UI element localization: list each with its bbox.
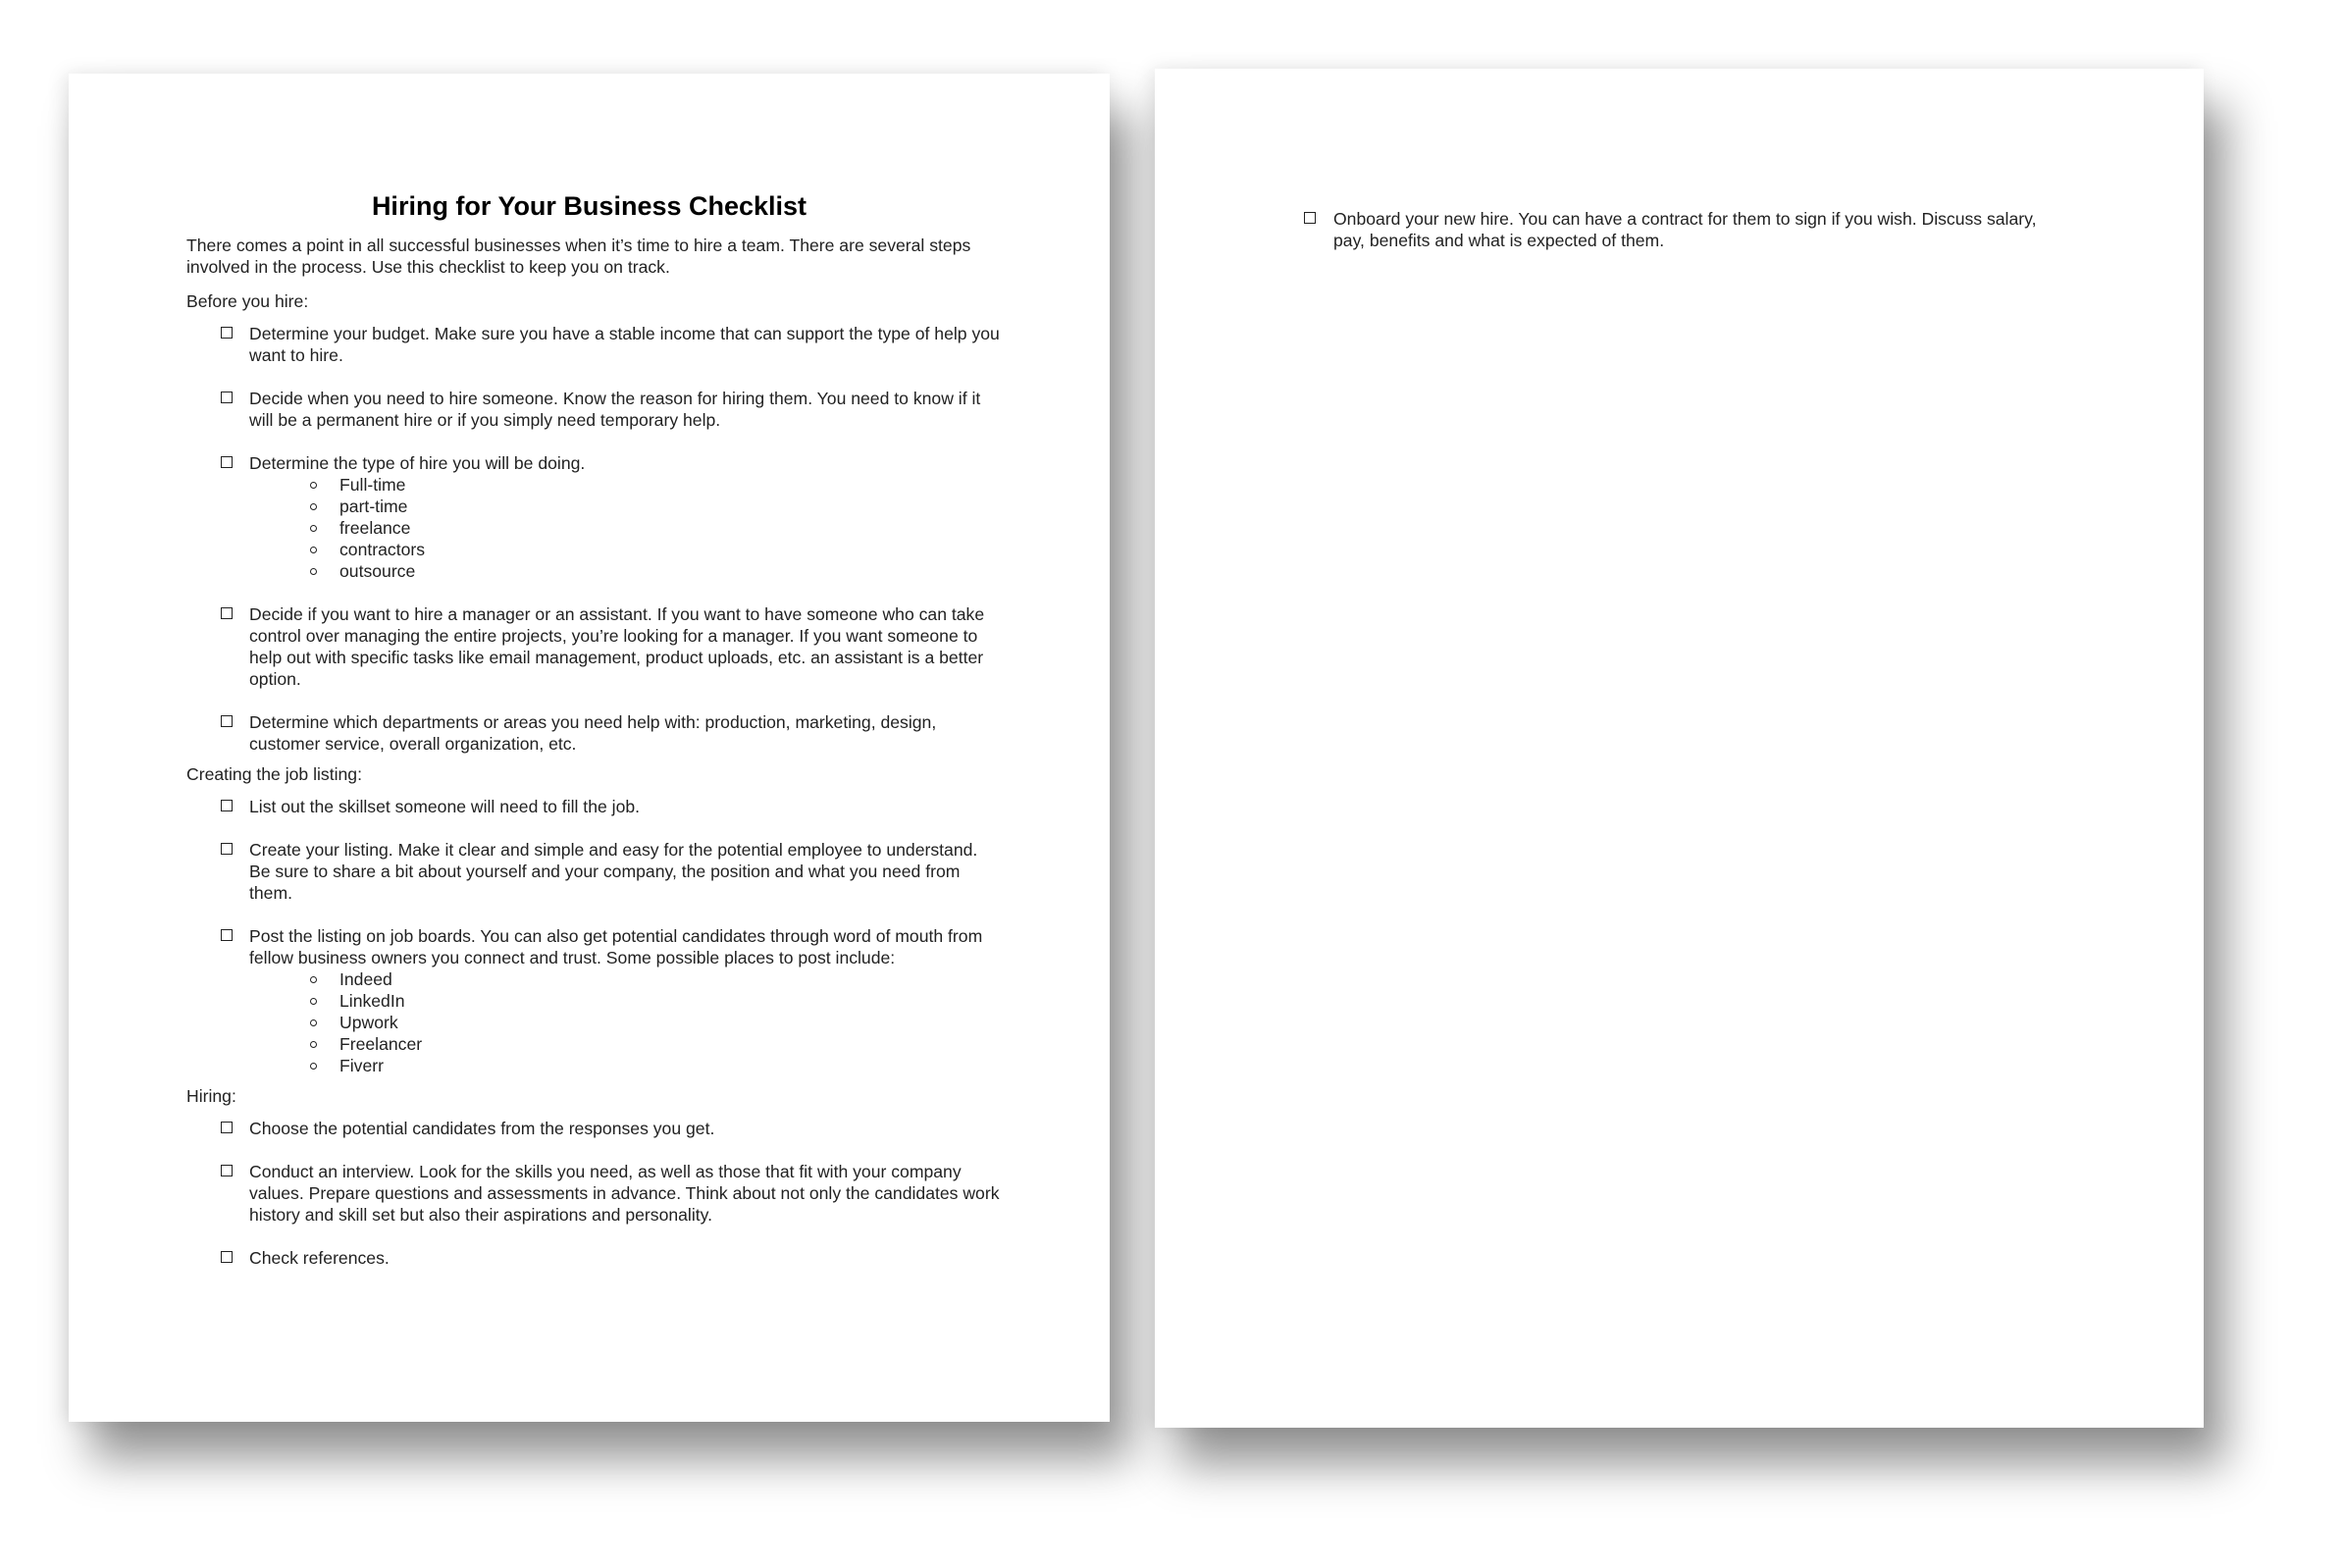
checkbox-icon[interactable] [221, 392, 233, 403]
circle-bullet-icon [310, 568, 317, 575]
checkbox-icon[interactable] [221, 1122, 233, 1133]
checkbox-icon[interactable] [221, 800, 233, 811]
sub-option-text: Fiverr [339, 1056, 384, 1075]
checklist-item [186, 796, 1001, 817]
page-2-content [1304, 208, 2040, 273]
checklist-item-text: Decide when you need to hire someone. Know the reason for hiring them. You need to know if it will be a permanent hire or if you simply need temporary help. [249, 389, 981, 430]
sub-option-item [310, 560, 1001, 582]
circle-bullet-icon [310, 547, 317, 553]
sub-option-list [249, 968, 1001, 1076]
checkbox-icon[interactable] [221, 929, 233, 941]
checklist-item [186, 839, 1001, 904]
checklist-item-text: Post the listing on job boards. You can also get potential candidates through word of mouth from fellow business owners you connect and trust. Some possible places to post include: [249, 926, 983, 967]
checklist-item [186, 603, 1001, 690]
circle-bullet-icon [310, 525, 317, 532]
sub-option-item [310, 968, 1001, 990]
sub-option-list [249, 474, 1001, 582]
checklist-item-text: Determine the type of hire you will be doing. [249, 453, 586, 473]
sub-option-text: Upwork [339, 1013, 398, 1032]
checkbox-icon[interactable] [221, 607, 233, 619]
circle-bullet-icon [310, 998, 317, 1005]
checklist-item-text: Onboard your new hire. You can have a contract for them to sign if you wish. Discuss salary, pay, benefits and what is expected of them. [1333, 209, 2037, 250]
checkbox-icon[interactable] [221, 715, 233, 727]
sub-option-text: freelance [339, 518, 411, 538]
checklist-item [186, 388, 1001, 431]
checklist-item-text: Check references. [249, 1248, 390, 1268]
sub-option-text: Full-time [339, 475, 406, 495]
document-title: Hiring for Your Business Checklist [371, 191, 807, 221]
sub-option-item [310, 990, 1001, 1012]
section-heading: Creating the job listing: [186, 764, 362, 784]
checklist-item-text: Determine which departments or areas you need help with: production, marketing, design, customer service, overall organization, etc. [249, 712, 937, 754]
checkbox-icon[interactable] [221, 456, 233, 468]
intro-paragraph: There comes a point in all successful businesses when it’s time to hire a team. There are several steps involved in the process. Use this checklist to keep you on track. [186, 235, 971, 277]
sub-option-item [310, 496, 1001, 517]
circle-bullet-icon [310, 1019, 317, 1026]
checklist-item [1304, 208, 2040, 251]
sub-option-item [310, 1055, 1001, 1076]
circle-bullet-icon [310, 503, 317, 510]
checklist-item [186, 1247, 1001, 1269]
document-page-1 [69, 74, 1110, 1422]
sub-option-item [310, 539, 1001, 560]
sub-option-item [310, 474, 1001, 496]
checkbox-icon[interactable] [221, 1165, 233, 1176]
checklist-item [186, 711, 1001, 755]
checklist-item [186, 323, 1001, 366]
sub-option-text: Freelancer [339, 1034, 423, 1054]
section-heading: Hiring: [186, 1086, 236, 1106]
circle-bullet-icon [310, 1063, 317, 1070]
circle-bullet-icon [310, 1041, 317, 1048]
section-heading: Before you hire: [186, 291, 309, 311]
sub-option-text: contractors [339, 540, 426, 559]
checklist-item [186, 1161, 1001, 1226]
page-1-content [186, 235, 1001, 1290]
checklist-item-text: List out the skillset someone will need to fill the job. [249, 797, 641, 816]
checklist-item-text: Create your listing. Make it clear and simple and easy for the potential employee to understand. Be sure to share a bit about yourself and your company, the position and what you need from them. [249, 840, 978, 903]
checkbox-icon[interactable] [221, 327, 233, 339]
circle-bullet-icon [310, 976, 317, 983]
sub-option-text: outsource [339, 561, 416, 581]
sub-option-item [310, 1012, 1001, 1033]
sub-option-text: LinkedIn [339, 991, 405, 1011]
checkbox-icon[interactable] [221, 843, 233, 855]
checklist-item-text: Choose the potential candidates from the responses you get. [249, 1119, 715, 1138]
document-page-2 [1155, 69, 2204, 1428]
circle-bullet-icon [310, 482, 317, 489]
sub-option-text: Indeed [339, 969, 392, 989]
sub-option-text: part-time [339, 497, 408, 516]
sub-option-item [310, 517, 1001, 539]
sub-option-item [310, 1033, 1001, 1055]
checklist-item-text: Conduct an interview. Look for the skills you need, as well as those that fit with your company values. Prepare questions and assessments in advance. Think about not only the candidates work history and skill set but also their aspirations and personality. [249, 1162, 1000, 1225]
checklist-item [186, 452, 1001, 582]
checklist-item-text: Decide if you want to hire a manager or an assistant. If you want to have someone who can take control over managing the entire projects, you’re looking for a manager. If you want someone to help out with specific tasks like email management, product uploads, etc. an assistant is a better option. [249, 604, 985, 689]
checkbox-icon[interactable] [1304, 212, 1316, 224]
checkbox-icon[interactable] [221, 1251, 233, 1263]
checklist-item [186, 925, 1001, 1076]
checklist-item-text: Determine your budget. Make sure you have a stable income that can support the type of help you want to hire. [249, 324, 1000, 365]
checklist-item [186, 1118, 1001, 1139]
